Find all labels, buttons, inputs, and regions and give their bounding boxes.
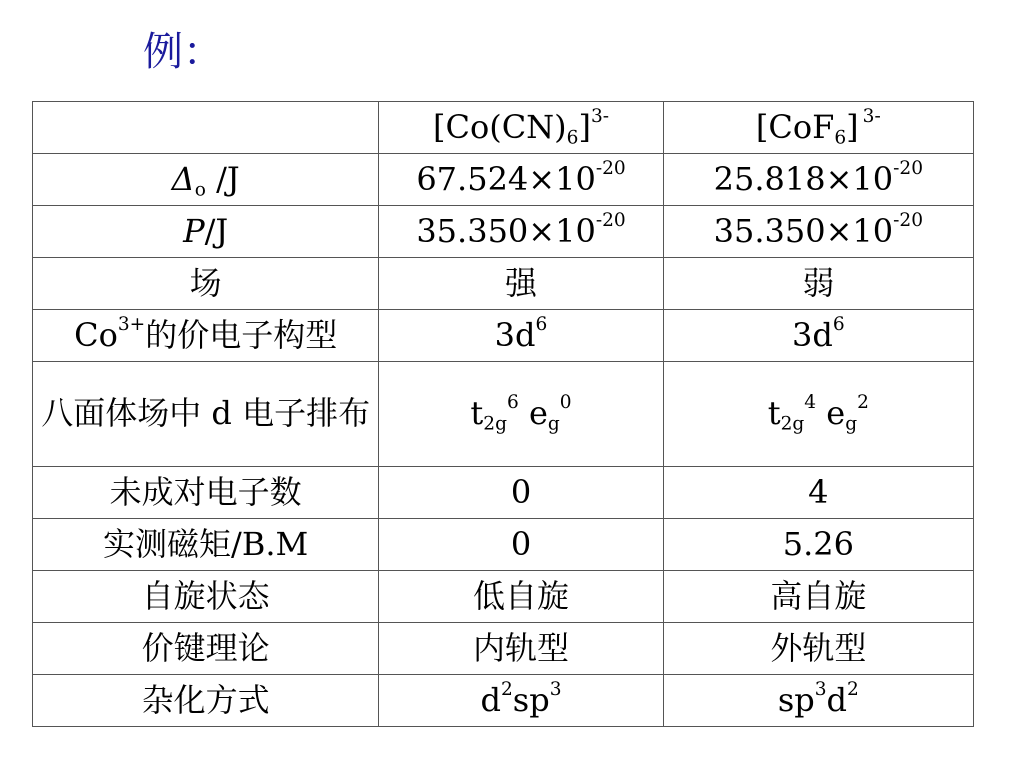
row-label-vb: 价键理论 <box>33 623 379 675</box>
header-cof6: [CoF$_6$] $^{3-}$ <box>663 102 973 154</box>
cell-field-cof6: 弱 <box>663 258 973 310</box>
row-label-spin: 自旋状态 <box>33 571 379 623</box>
cell-unpaired-co-cn6: 0 <box>379 467 663 519</box>
table-row-spin <box>33 571 974 623</box>
cell-octahedral-co-cn6: $t_{2g}^6$ $e_g^0$ <box>379 362 663 467</box>
cell-field-co-cn6: 强 <box>379 258 663 310</box>
table-row-hybrid <box>33 675 974 727</box>
table-row-delta <box>33 154 974 206</box>
cell-config-cof6: $3d^6$ <box>663 310 973 362</box>
table-row-octahedral <box>33 362 974 467</box>
cell-delta-co-cn6: $67.524\times 10^{-20}$ <box>379 154 663 206</box>
comparison-table <box>32 101 974 727</box>
row-label-delta: $\Delta_o$ /J <box>33 154 379 206</box>
table-row-field <box>33 258 974 310</box>
cell-magnetic-cof6: 5.26 <box>663 519 973 571</box>
row-label-pairing: P/J <box>33 206 379 258</box>
row-label-octahedral: 八面体场中 d 电子排布 <box>33 362 379 467</box>
table-row-unpaired <box>33 467 974 519</box>
cell-delta-cof6: $25.818\times 10^{-20}$ <box>663 154 973 206</box>
cell-hybrid-cof6: $sp^3d^2$ <box>663 675 973 727</box>
row-label-hybrid: 杂化方式 <box>33 675 379 727</box>
row-label-unpaired: 未成对电子数 <box>33 467 379 519</box>
table-row-vb <box>33 623 974 675</box>
row-label-field: 场 <box>33 258 379 310</box>
table-row-pairing <box>33 206 974 258</box>
table-header-row <box>33 102 974 154</box>
cell-vb-cof6: 外轨型 <box>663 623 973 675</box>
cell-hybrid-co-cn6: $d^2sp^3$ <box>379 675 663 727</box>
row-label-magnetic: 实测磁矩/B.M <box>33 519 379 571</box>
table-row-magnetic <box>33 519 974 571</box>
cell-spin-co-cn6: 低自旋 <box>379 571 663 623</box>
slide-heading: 例： <box>143 29 223 75</box>
cell-pairing-co-cn6: $35.350\times 10^{-20}$ <box>379 206 663 258</box>
cell-unpaired-cof6: 4 <box>663 467 973 519</box>
row-label-config: $Co^{3+}$的价电子构型 <box>33 310 379 362</box>
header-corner-cell <box>33 102 379 154</box>
table-row-config <box>33 310 974 362</box>
cell-config-co-cn6: $3d^6$ <box>379 310 663 362</box>
header-co-cn6: $[Co(CN)_6]^{3-}$ <box>379 102 663 154</box>
cell-octahedral-cof6: $t_{2g}^4$ $e_g^2$ <box>663 362 973 467</box>
cell-magnetic-co-cn6: 0 <box>379 519 663 571</box>
cell-spin-cof6: 高自旋 <box>663 571 973 623</box>
cell-vb-co-cn6: 内轨型 <box>379 623 663 675</box>
cell-pairing-cof6: $35.350\times 10^{-20}$ <box>663 206 973 258</box>
